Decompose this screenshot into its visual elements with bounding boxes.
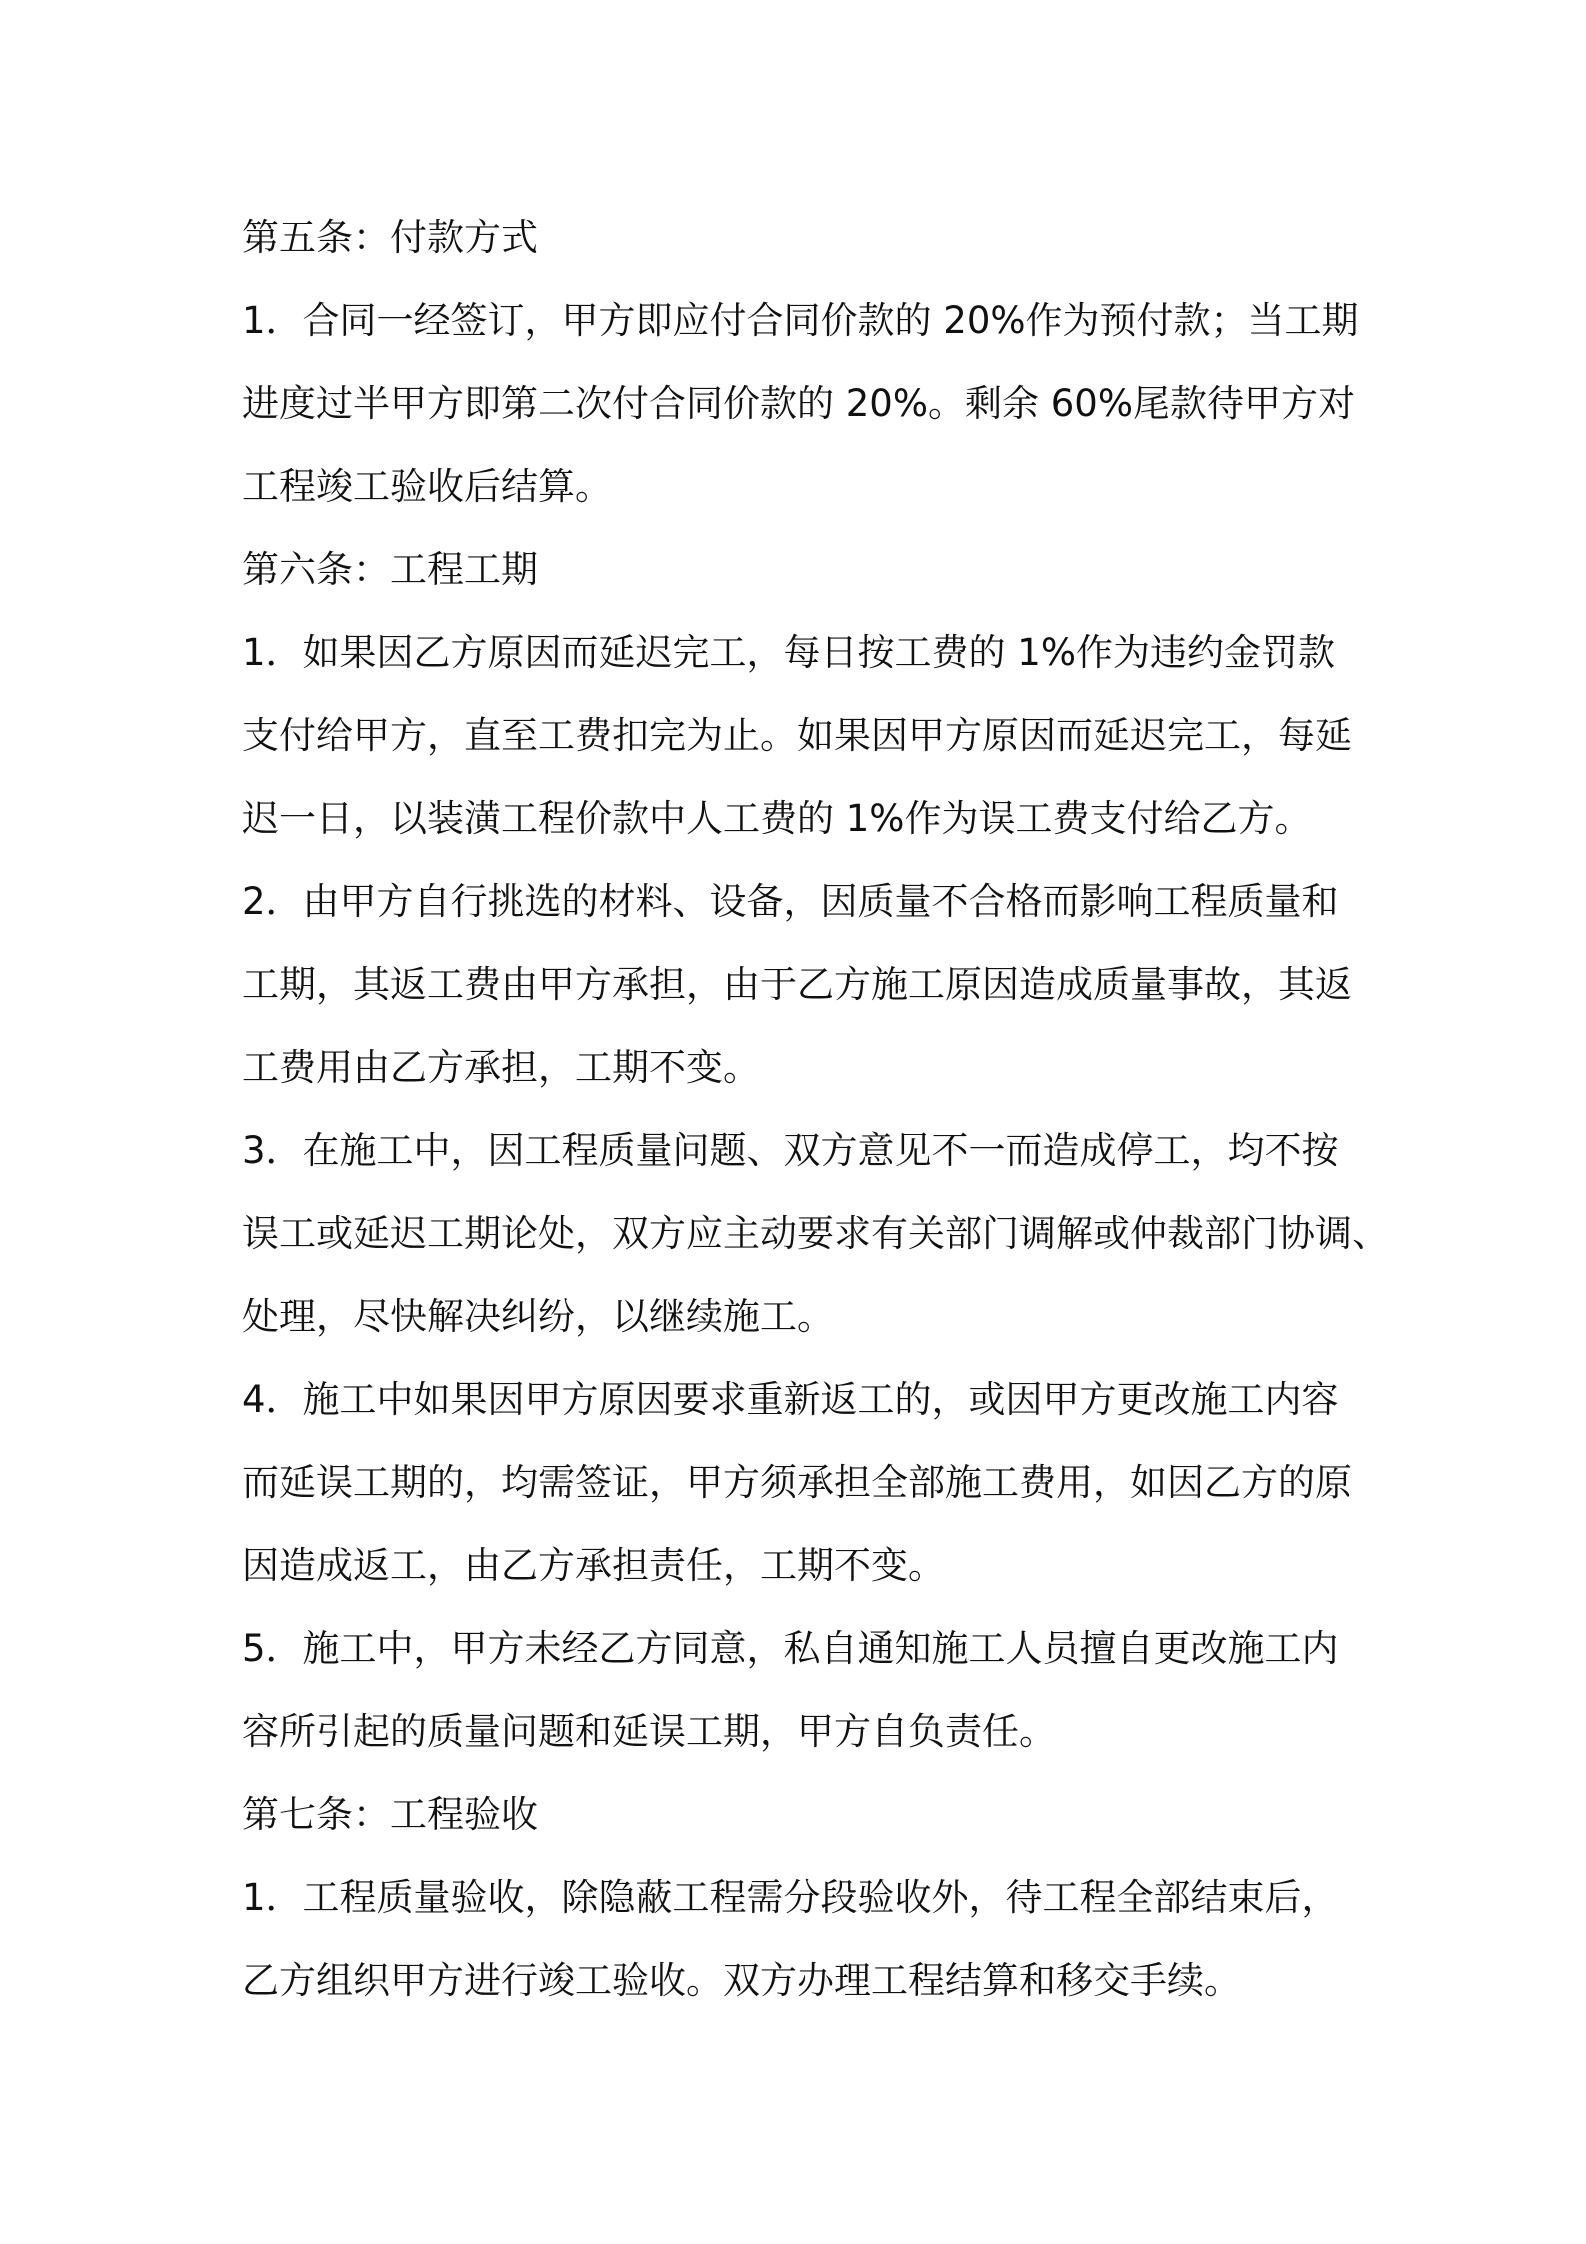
article-6-clause-3-line-2: 误工或延迟工期论处，双方应主动要求有关部门调解或仲裁部门协调、 — [242, 1212, 1389, 1255]
article-6-heading: 第六条：工程工期 — [242, 548, 538, 591]
article-6-clause-4-line-3: 因造成返工，由乙方承担责任，工期不变。 — [242, 1544, 945, 1587]
article-5-clause-1-line-2: 进度过半甲方即第二次付合同价款的 20%。剩余 60%尾款待甲方对 — [242, 382, 1355, 425]
document-body — [242, 196, 1389, 2022]
article-6-clause-2-line-1: 2．由甲方自行挑选的材料、设备，因质量不合格而影响工程质量和 — [242, 880, 1339, 923]
article-6-clause-1-line-1: 1．如果因乙方原因而延迟完工，每日按工费的 1%作为违约金罚款 — [242, 631, 1335, 674]
article-6-clause-3-line-3: 处理，尽快解决纠纷，以继续施工。 — [242, 1295, 834, 1338]
article-6-clause-2-line-2: 工期，其返工费由甲方承担，由于乙方施工原因造成质量事故，其返 — [242, 963, 1352, 1006]
article-7-clause-1-line-2: 乙方组织甲方进行竣工验收。双方办理工程结算和移交手续。 — [242, 1959, 1241, 2002]
article-5-clause-1-line-1: 1．合同一经签订，甲方即应付合同价款的 20%作为预付款；当工期 — [242, 299, 1359, 342]
article-6-clause-5-line-2: 容所引起的质量问题和延误工期，甲方自负责任。 — [242, 1710, 1056, 1753]
article-5-clause-1-line-3: 工程竣工验收后结算。 — [242, 465, 612, 508]
article-6-clause-4-line-2: 而延误工期的，均需签证，甲方须承担全部施工费用，如因乙方的原 — [242, 1461, 1352, 1504]
article-6-clause-5-line-1: 5．施工中，甲方未经乙方同意，私自通知施工人员擅自更改施工内 — [242, 1627, 1339, 1670]
article-6-clause-1-line-2: 支付给甲方，直至工费扣完为止。如果因甲方原因而延迟完工，每延 — [242, 714, 1352, 757]
article-7-clause-1-line-1: 1．工程质量验收，除隐蔽工程需分段验收外，待工程全部结束后， — [242, 1876, 1339, 1919]
article-6-clause-2-line-3: 工费用由乙方承担，工期不变。 — [242, 1046, 760, 1089]
article-5-heading: 第五条：付款方式 — [242, 216, 538, 259]
article-6-clause-1-line-3: 迟一日，以装潢工程价款中人工费的 1%作为误工费支付给乙方。 — [242, 797, 1312, 840]
article-7-heading: 第七条：工程验收 — [242, 1793, 538, 1836]
article-6-clause-3-line-1: 3．在施工中，因工程质量问题、双方意见不一而造成停工，均不按 — [242, 1129, 1339, 1172]
article-6-clause-4-line-1: 4．施工中如果因甲方原因要求重新返工的，或因甲方更改施工内容 — [242, 1378, 1339, 1421]
